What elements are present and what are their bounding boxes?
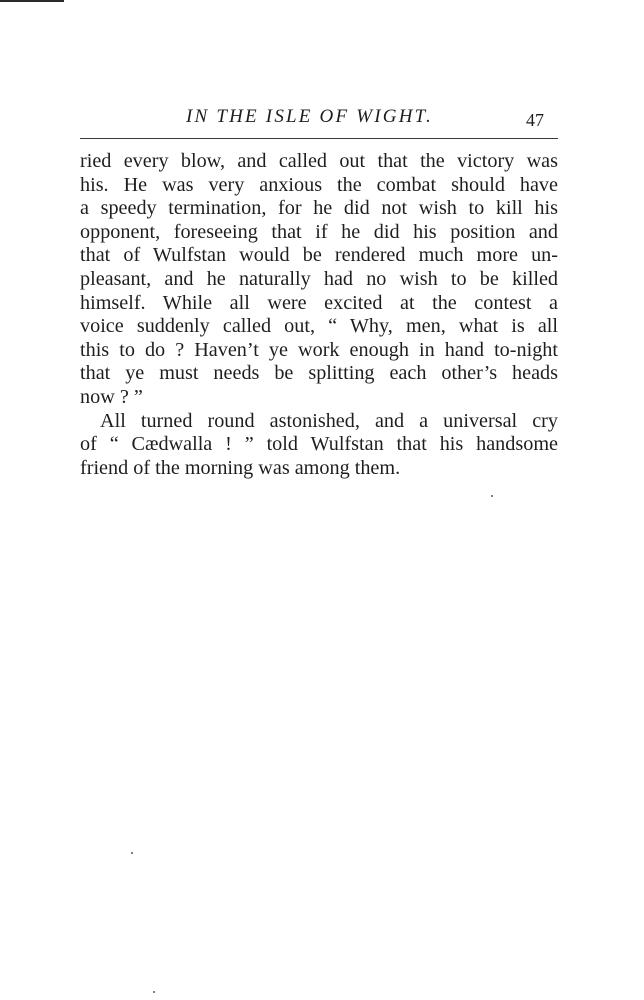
text-line: opponent, foreseeing that if he did his position and	[80, 220, 558, 243]
running-head: IN THE ISLE OF WIGHT.	[186, 106, 433, 127]
text-line: his. He was very anxious the combat should have	[80, 173, 558, 196]
text-line: friend of the morning was among them.	[80, 456, 401, 479]
paper-speck	[153, 991, 155, 993]
text-line: ried every blow, and called out that the victory was	[80, 150, 558, 172]
text-line: now ? ”	[80, 385, 143, 408]
top-edge-rule	[0, 0, 64, 2]
text-line: All turned round astonished, and a universal cry	[100, 409, 558, 432]
paper-speck	[491, 495, 493, 497]
text-line: himself. While all were excited at the contest a	[80, 291, 558, 314]
text-line: a speedy termination, for he did not wish to kill his	[80, 197, 558, 220]
text-line: this to do ? Haven’t ye work enough in hand to-night	[80, 338, 558, 361]
text-line: voice suddenly called out, “ Why, men, what is all	[80, 315, 558, 338]
paper-speck	[131, 852, 133, 854]
page-number: 47	[526, 110, 544, 130]
text-line: that ye must needs be splitting each other’s heads	[80, 362, 558, 385]
text-line: of “ Cædwalla ! ” told Wulfstan that his handsome	[80, 433, 558, 456]
text-line: pleasant, and he naturally had no wish to be killed	[80, 267, 558, 290]
body-text	[80, 150, 558, 480]
header-rule	[80, 138, 558, 139]
text-line: that of Wulfstan would be rendered much more un-	[80, 244, 558, 267]
